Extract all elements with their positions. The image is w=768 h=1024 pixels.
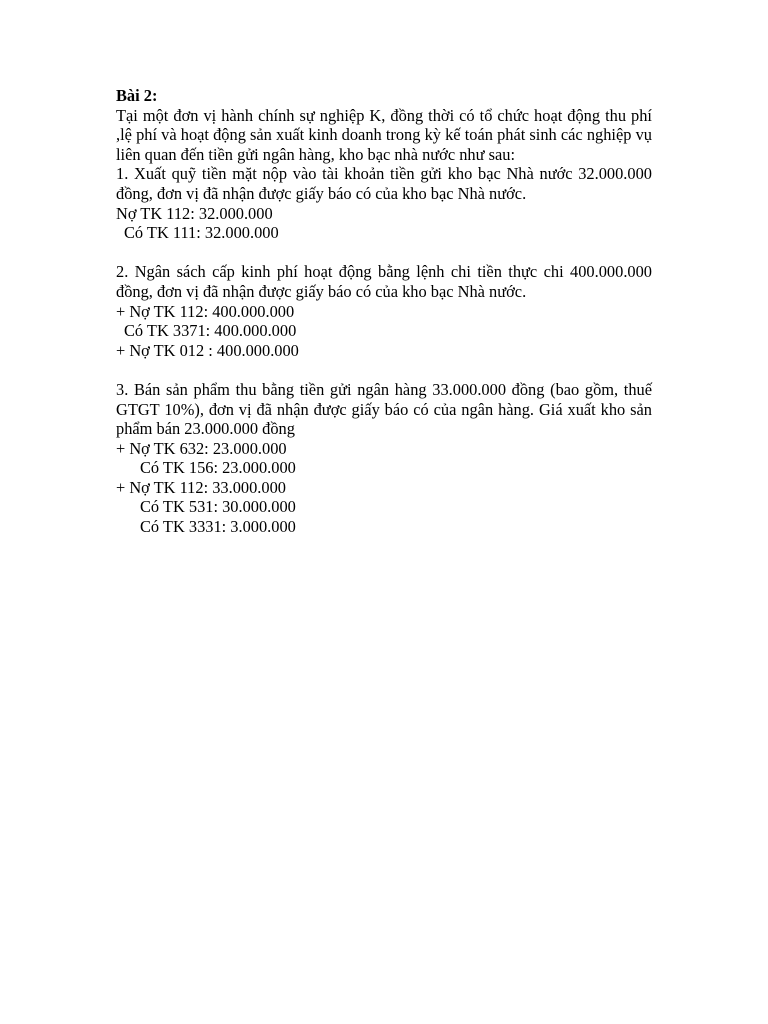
item-3-entry-credit-531: Có TK 531: 30.000.000: [140, 497, 296, 517]
item-2-text: 2. Ngân sách cấp kinh phí hoạt động bằng lệnh chi tiền thực chi 400.000.000 đồng, đơn vị đã nhận được giấy báo có của kho bạc Nhà nước.: [116, 262, 652, 301]
exercise-title: Bài 2:: [116, 86, 158, 105]
item-3-entry-debit-632: + Nợ TK 632: 23.000.000: [116, 438, 287, 458]
item-1-entry-credit: Có TK 111: 32.000.000: [124, 223, 279, 243]
item-3-entry-credit-156: Có TK 156: 23.000.000: [140, 458, 296, 478]
intro-paragraph: Tại một đơn vị hành chính sự nghiệp K, đồng thời có tổ chức hoạt động thu phí ,lệ phí và hoạt động sản xuất kinh doanh trong kỳ kế toán phát sinh các nghiệp vụ liên quan đến tiền gửi ngân hàng, kho bạc nhà nước như sau:: [116, 105, 652, 164]
item-2-entry-debit-012: + Nợ TK 012 : 400.000.000: [116, 340, 299, 360]
spacer: [116, 360, 652, 380]
item-2-entry-debit: + Nợ TK 112: 400.000.000: [116, 301, 295, 321]
spacer: [116, 243, 652, 263]
item-2-entry-credit: Có TK 3371: 400.000.000: [124, 321, 297, 341]
item-3-text: 3. Bán sản phẩm thu bằng tiền gửi ngân hàng 33.000.000 đồng (bao gồm, thuế GTGT 10%), đơn vị đã nhận được giấy báo có của ngân hàng. Giá xuất kho sản phẩm bán 23.000.000 đồng: [116, 379, 652, 439]
item-1-text: 1. Xuất quỹ tiền mặt nộp vào tài khoản tiền gửi kho bạc Nhà nước 32.000.000 đồng, đơn vị đã nhận được giấy báo có của kho bạc Nhà nước.: [116, 164, 652, 203]
item-1-entry-debit: Nợ TK 112: 32.000.000: [116, 203, 273, 223]
document-page: [116, 86, 652, 537]
item-3-entry-debit-112: + Nợ TK 112: 33.000.000: [116, 477, 286, 497]
item-3-entry-credit-3331: Có TK 3331: 3.000.000: [140, 517, 296, 537]
